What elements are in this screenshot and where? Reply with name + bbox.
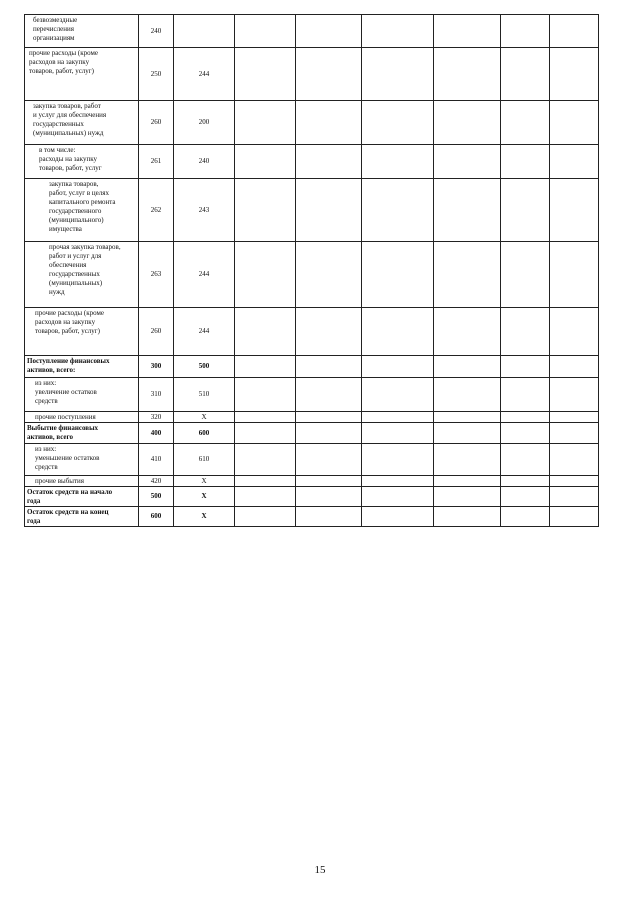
row-label-cell xyxy=(25,101,139,145)
amount-cell xyxy=(362,15,434,48)
table-row xyxy=(25,423,599,444)
amount-cell xyxy=(362,487,434,507)
budget-code-cell: 500 xyxy=(174,356,235,378)
amount-cell xyxy=(362,476,434,487)
amount-cell xyxy=(434,412,501,423)
amount-cell xyxy=(235,179,296,242)
amount-cell xyxy=(296,179,362,242)
amount-cell xyxy=(362,378,434,412)
amount-cell xyxy=(434,487,501,507)
row-label-cell xyxy=(25,242,139,308)
amount-cell xyxy=(235,15,296,48)
amount-cell xyxy=(501,145,550,179)
amount-cell xyxy=(235,507,296,527)
amount-cell xyxy=(501,179,550,242)
budget-code-cell: 243 xyxy=(174,179,235,242)
line-code-cell: 600 xyxy=(139,507,174,527)
amount-cell xyxy=(362,242,434,308)
amount-cell xyxy=(501,15,550,48)
row-label: прочие поступления xyxy=(35,413,96,421)
amount-cell xyxy=(550,356,599,378)
amount-cell xyxy=(296,476,362,487)
budget-code-cell: X xyxy=(174,412,235,423)
amount-cell xyxy=(434,101,501,145)
amount-cell xyxy=(235,308,296,356)
row-label: прочие расходы (кроме расходов на закупку товаров, работ, услуг) xyxy=(35,309,104,335)
row-label-cell xyxy=(25,145,139,179)
amount-cell xyxy=(362,179,434,242)
table-row xyxy=(25,476,599,487)
amount-cell xyxy=(550,308,599,356)
amount-cell xyxy=(235,378,296,412)
table-row xyxy=(25,48,599,101)
budget-code-cell: 200 xyxy=(174,101,235,145)
line-code-cell: 261 xyxy=(139,145,174,179)
budget-code-cell: 510 xyxy=(174,378,235,412)
table-row xyxy=(25,179,599,242)
amount-cell xyxy=(501,242,550,308)
row-label: Остаток средств на начало года xyxy=(27,488,113,505)
amount-cell xyxy=(362,101,434,145)
line-code-cell: 310 xyxy=(139,378,174,412)
table-row xyxy=(25,242,599,308)
amount-cell xyxy=(550,242,599,308)
amount-cell xyxy=(434,476,501,487)
amount-cell xyxy=(235,476,296,487)
amount-cell xyxy=(235,101,296,145)
row-label-cell xyxy=(25,476,139,487)
amount-cell xyxy=(501,507,550,527)
amount-cell xyxy=(434,242,501,308)
amount-cell xyxy=(235,412,296,423)
table-row xyxy=(25,444,599,476)
line-code-cell: 263 xyxy=(139,242,174,308)
amount-cell xyxy=(501,378,550,412)
row-label: в том числе: расходы на закупку товаров, работ, услуг xyxy=(39,146,102,172)
amount-cell xyxy=(296,378,362,412)
line-code-cell: 300 xyxy=(139,356,174,378)
amount-cell xyxy=(235,487,296,507)
amount-cell xyxy=(550,145,599,179)
row-label: прочие выбытия xyxy=(35,477,84,485)
amount-cell xyxy=(550,412,599,423)
row-label: закупка товаров, работ, услуг в целях капитального ремонта государственного (муниципального) имущества xyxy=(49,180,116,233)
row-label: Поступление финансовых активов, всего: xyxy=(27,357,110,374)
row-label-cell xyxy=(25,356,139,378)
table-row xyxy=(25,15,599,48)
budget-code-cell: 244 xyxy=(174,242,235,308)
amount-cell xyxy=(362,356,434,378)
amount-cell xyxy=(434,444,501,476)
row-label-cell xyxy=(25,444,139,476)
row-label-cell xyxy=(25,423,139,444)
amount-cell xyxy=(434,423,501,444)
budget-code-cell: 244 xyxy=(174,48,235,101)
table-row xyxy=(25,308,599,356)
table-row xyxy=(25,356,599,378)
amount-cell xyxy=(296,308,362,356)
financial-plan-table xyxy=(24,14,599,527)
amount-cell xyxy=(362,444,434,476)
line-code-cell: 240 xyxy=(139,15,174,48)
row-label: прочая закупка товаров, работ и услуг для обеспечения государственных (муниципальных) нужд xyxy=(49,243,121,296)
row-label: безвозмездные перечисления организациям xyxy=(33,16,78,42)
amount-cell xyxy=(550,15,599,48)
amount-cell xyxy=(235,242,296,308)
row-label: закупка товаров, работ и услуг для обеспечения государственных (муниципальных) нужд xyxy=(33,102,107,137)
row-label: Остаток средств на конец года xyxy=(27,508,109,525)
amount-cell xyxy=(501,476,550,487)
amount-cell xyxy=(362,145,434,179)
budget-code-cell: 600 xyxy=(174,423,235,444)
page-number: 15 xyxy=(314,864,326,876)
table-row xyxy=(25,412,599,423)
row-label-cell xyxy=(25,507,139,527)
amount-cell xyxy=(550,444,599,476)
amount-cell xyxy=(362,48,434,101)
amount-cell xyxy=(296,356,362,378)
line-code-cell: 420 xyxy=(139,476,174,487)
amount-cell xyxy=(362,308,434,356)
budget-code-cell: 244 xyxy=(174,308,235,356)
line-code-cell: 500 xyxy=(139,487,174,507)
amount-cell xyxy=(434,179,501,242)
line-code-cell: 262 xyxy=(139,179,174,242)
amount-cell xyxy=(550,101,599,145)
amount-cell xyxy=(296,48,362,101)
amount-cell xyxy=(550,179,599,242)
amount-cell xyxy=(501,412,550,423)
amount-cell xyxy=(434,356,501,378)
line-code-cell: 250 xyxy=(139,48,174,101)
budget-code-cell: X xyxy=(174,476,235,487)
row-label-cell xyxy=(25,412,139,423)
amount-cell xyxy=(550,378,599,412)
amount-cell xyxy=(296,101,362,145)
amount-cell xyxy=(550,48,599,101)
amount-cell xyxy=(296,145,362,179)
amount-cell xyxy=(296,444,362,476)
table-row xyxy=(25,101,599,145)
amount-cell xyxy=(296,15,362,48)
row-label-cell xyxy=(25,378,139,412)
row-label-cell xyxy=(25,487,139,507)
amount-cell xyxy=(550,423,599,444)
line-code-cell: 400 xyxy=(139,423,174,444)
amount-cell xyxy=(501,487,550,507)
amount-cell xyxy=(550,507,599,527)
table-row xyxy=(25,378,599,412)
budget-code-cell xyxy=(174,15,235,48)
amount-cell xyxy=(434,48,501,101)
amount-cell xyxy=(296,242,362,308)
row-label: из них: увеличение остатков средств xyxy=(35,379,97,405)
amount-cell xyxy=(501,308,550,356)
amount-cell xyxy=(550,487,599,507)
amount-cell xyxy=(434,15,501,48)
amount-cell xyxy=(501,101,550,145)
amount-cell xyxy=(434,308,501,356)
amount-cell xyxy=(235,48,296,101)
line-code-cell: 260 xyxy=(139,101,174,145)
line-code-cell: 320 xyxy=(139,412,174,423)
amount-cell xyxy=(501,356,550,378)
line-code-cell: 260 xyxy=(139,308,174,356)
amount-cell xyxy=(434,507,501,527)
line-code-cell: 410 xyxy=(139,444,174,476)
row-label-cell xyxy=(25,15,139,48)
row-label: из них: уменьшение остатков средств xyxy=(35,445,100,471)
row-label-cell xyxy=(25,48,139,101)
amount-cell xyxy=(362,412,434,423)
amount-cell xyxy=(434,145,501,179)
budget-code-cell: 240 xyxy=(174,145,235,179)
row-label-cell xyxy=(25,308,139,356)
amount-cell xyxy=(550,476,599,487)
amount-cell xyxy=(362,507,434,527)
amount-cell xyxy=(362,423,434,444)
amount-cell xyxy=(235,444,296,476)
budget-code-cell: 610 xyxy=(174,444,235,476)
amount-cell xyxy=(501,48,550,101)
amount-cell xyxy=(296,423,362,444)
table-row xyxy=(25,507,599,527)
amount-cell xyxy=(296,412,362,423)
amount-cell xyxy=(501,423,550,444)
row-label: Выбытие финансовых активов, всего xyxy=(27,424,99,441)
amount-cell xyxy=(235,423,296,444)
amount-cell xyxy=(235,356,296,378)
table-row xyxy=(25,145,599,179)
row-label: прочие расходы (кроме расходов на закупку товаров, работ, услуг) xyxy=(29,49,98,75)
budget-code-cell: X xyxy=(174,487,235,507)
row-label-cell xyxy=(25,179,139,242)
amount-cell xyxy=(296,487,362,507)
table-row xyxy=(25,487,599,507)
amount-cell xyxy=(434,378,501,412)
amount-cell xyxy=(235,145,296,179)
amount-cell xyxy=(501,444,550,476)
table-body xyxy=(25,15,599,527)
budget-code-cell: X xyxy=(174,507,235,527)
amount-cell xyxy=(296,507,362,527)
